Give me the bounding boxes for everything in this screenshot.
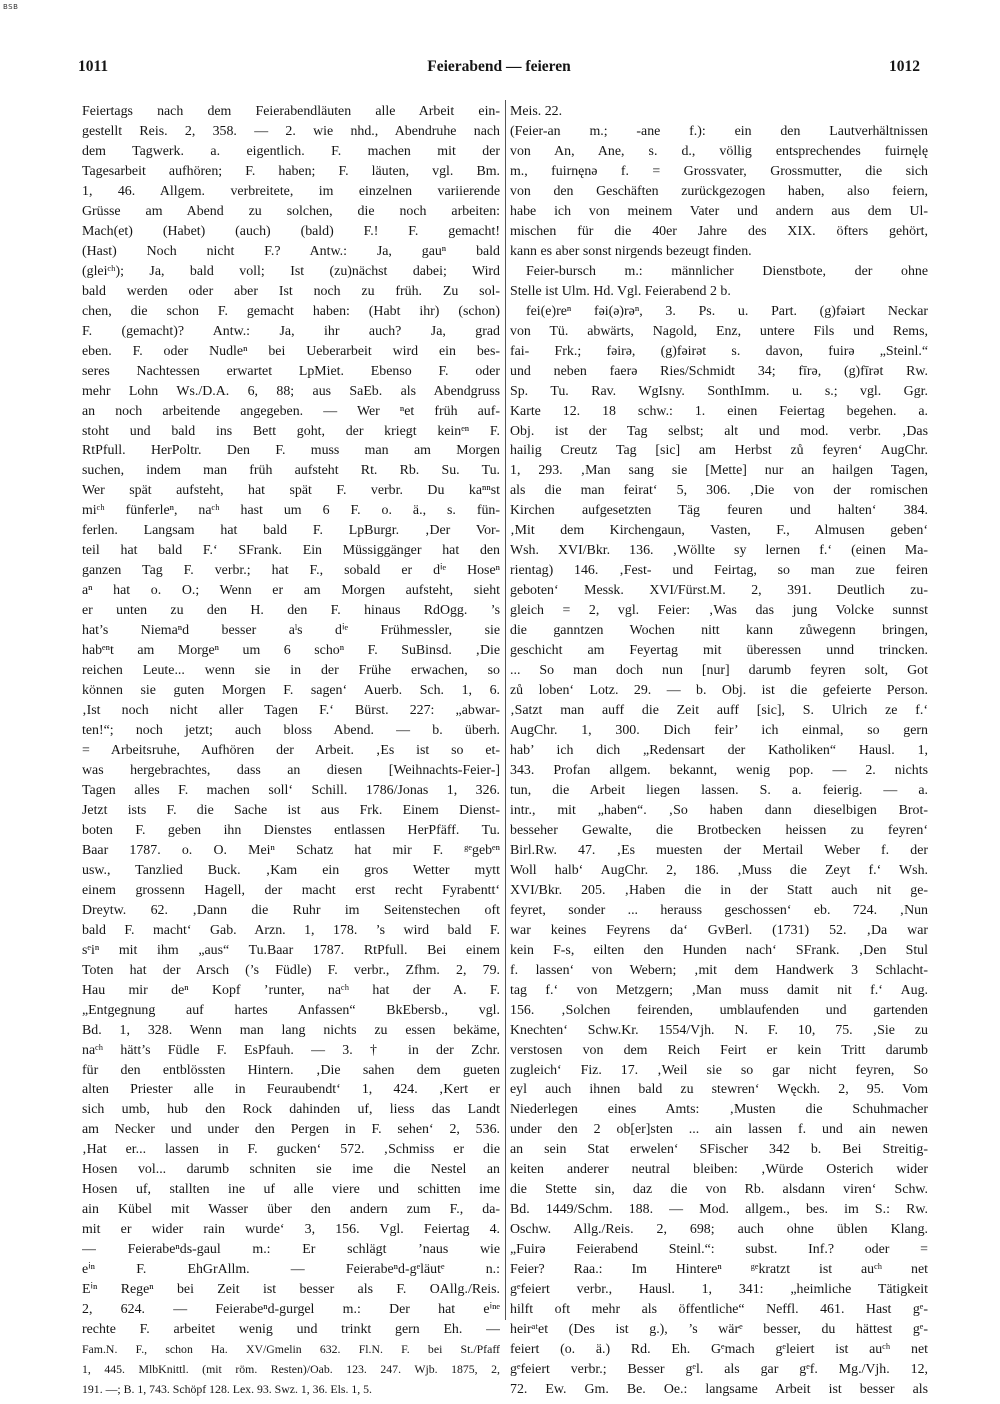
text-line: gᵉfeiert verbr., Hausl. 1, 341: „heimliche Tätigkeit: [510, 1282, 928, 1298]
text-line: alten Priester alle in Feuraubendt‘ 1, 424. ‚Kert er: [82, 1082, 500, 1098]
text-line: mischen für die 40er Jahre des XIX. öfters gehört,: [510, 223, 928, 239]
text-line: Niederlegen eines Amts: ‚Musten die Schuhmacher: [510, 1102, 928, 1118]
text-line: fai- Frk.; fəirə, (g)fəirət s. davon, fuirə „Steinl.“: [510, 343, 928, 359]
text-line: (Feier-an m.; -ane f.): ein den Lautverhältnissen: [510, 123, 928, 139]
text-line: eⁱⁿ F. EhGrAllm. — Feierabeⁿd-gᵉläutᵉ n.:: [82, 1262, 500, 1278]
text-line: ‚Ist noch nicht aller Tagen F.‘ Bürst. 227: „abwar-: [82, 703, 500, 719]
text-line: intr., mit „haben“. ‚So haben dann dieselbigen Brot-: [510, 802, 928, 818]
text-line: f. lassen‘ von Webern; ‚mit dem Handwerk 3 Schlacht-: [510, 962, 928, 978]
text-line: rechte F. arbeitet wenig und trinkt gern Eh. —: [82, 1322, 500, 1338]
page-number-left: 1011: [78, 58, 109, 75]
text-line: einem grossenn Hagell, der macht erst recht Fyrabentt‘: [82, 882, 500, 898]
text-line: stoht und bald ins Bett goht, der kriegt keinᵉⁿ F.: [82, 423, 500, 439]
text-line: mehr Lohn Ws./D.A. 6, 88; aus SaEb. als Abendgruss: [82, 383, 500, 399]
running-head: Feierabend — feieren: [427, 58, 571, 75]
text-line: 72. Ew. Gm. Be. Oe.: langsame Arbeit ist besser als: [510, 1382, 928, 1397]
text-line: AugChr. 1, 300. Dich feir’ ich einmal, so gern: [510, 723, 928, 739]
text-line: habe ich von meinem Vater und andern aus dem Ul-: [510, 203, 928, 219]
text-line: (Hast) Noch nicht F.? Antw.: Ja, gauⁿ bald: [82, 243, 500, 259]
text-line: besseher Gewalte, die Brotbecken heissen zu feyren‘: [510, 822, 928, 838]
text-line: Birl.Rw. 47. ‚Es muesten der Mertail Weber f. der: [510, 842, 928, 858]
text-line: hilft oft mehr als öffentliche“ Neffl. 461. Hast gᵉ-: [510, 1302, 928, 1318]
text-line: sᵉiⁿ mit ihm „aus“ Tu.Baar 1787. RtPfull. Bei einem: [82, 942, 500, 958]
text-line: heirᵃᵗet (Des ist g.), ’s wärᵉ besser, du hättest gᵉ-: [510, 1322, 928, 1338]
text-line: fei(e)reⁿ fəi(ə)rəⁿ, 3. Ps. u. Part. (g)fəiərt Neckar: [526, 303, 928, 319]
text-line: usw., Tanzlied Buck. ‚Kam ein gros Wetter mytt: [82, 862, 500, 878]
text-line: RtPfull. HerPoltr. Den F. muss man am Morgen: [82, 443, 500, 459]
text-line: Woll halb‘ AugChr. 2, 186. ‚Muss die Zeyt f.‘ Wsh.: [510, 862, 928, 878]
text-line: under den 2 ob[er]sten ... ain lassen f. und ain newen: [510, 1122, 928, 1138]
text-line: tun, die Arbeit liegen lassen. S. a. feierig. — a.: [510, 782, 928, 798]
text-line: chen, die schon F. gemacht haben: (Habt ihr) (schon): [82, 303, 500, 319]
text-line: für den entblössten Hintern. ‚Die sahen dem gueten: [82, 1062, 500, 1078]
text-line: Stelle ist Ulm. Hd. Vgl. Feierabend 2 b.: [510, 283, 731, 299]
text-line: feyret, sonder ... herauss geschossen‘ eb. 724. ‚Nun: [510, 902, 928, 918]
text-line: kann es aber sonst nirgends bezeugt finden.: [510, 243, 752, 259]
text-line: teil hat bald F.‘ SFrank. Ein Müssiggänger hat den: [82, 543, 500, 559]
text-line: geboten‘ Messk. XVI/Fürst.M. 2, 391. Deutlich zu-: [510, 583, 928, 599]
text-line: Tagesarbeit aufhören; F. haben; F. läuten, vgl. Bm.: [82, 163, 500, 179]
text-line: Toten hat der Arsch (’s Füdle) F. verbr., Zfhm. 2, 79.: [82, 962, 500, 978]
page-number-right: 1012: [889, 58, 920, 75]
text-line: Sp. Tu. Rav. WgIsny. SonthImm. u. s.; vgl. Ggr.: [510, 383, 928, 399]
text-line: von Tü. abwärts, Nagold, Enz, untere Fils und Rems,: [510, 323, 928, 339]
text-line: Wer spät aufsteht, hat spät F. verbr. Du kaⁿⁿst: [82, 483, 500, 499]
text-line: Fam.N. F., schon Ha. XV/Gmelin 632. Fl.N. F. bei St./Pfaff: [82, 1342, 500, 1357]
text-line: feiert (o. ä.) Rd. Eh. Gᵉmach gᵉleiert ist auᶜʰ net: [510, 1342, 928, 1358]
text-line: 156. ‚Solchen feirenden, umblaufenden und gartenden: [510, 1002, 928, 1018]
text-line: tag f.‘ von Metzgern; ‚Man muss damit nit f.‘ Aug.: [510, 982, 928, 998]
text-line: boten F. geben ihn Dienstes entlassen HerPfäff. Tu.: [82, 822, 500, 838]
text-line: rientag) 146. ‚Fest- und Feirtag, so man zue feiren: [510, 563, 928, 579]
text-line: bald F. macht‘ Gab. Arzn. 1, 178. ’s wird bald F.: [82, 922, 500, 938]
text-line: miᶜʰ fünferleⁿ, naᶜʰ hast um 6 F. o. ä., s. fün-: [82, 503, 500, 519]
text-line: kein F-s, eilten den Hunden nach‘ SFrank. ‚Den Stul: [510, 942, 928, 958]
text-line: 2, 624. — Feierabeⁿd-gurgel m.: Der hat eⁱⁿᵉ: [82, 1302, 500, 1318]
text-line: zugleich‘ Fiz. 17. ‚Weil sie so gar nicht feyren, So: [510, 1062, 928, 1078]
text-line: Tagen alles F. machen soll‘ Schill. 1786/Jonas 1, 326.: [82, 782, 500, 798]
text-line: hat’s Niemaⁿd besser aˡs dⁱᵉ Frühmessler, sie: [82, 623, 500, 639]
text-line: naᶜʰ hätt’s Füdle F. EsPfauh. — 3. † in der Zchr.: [82, 1042, 500, 1058]
text-line: gleich = 2, vgl. Feier: ‚Was das jung Volcke sunnst: [510, 603, 928, 619]
text-line: Hosen uf, stallten ine uf alle viere und schitten ime: [82, 1182, 500, 1198]
text-line: Kirchen aufgesetzten Täg feuren und halten‘ 384.: [510, 503, 928, 519]
text-line: zů loben‘ Lotz. 29. — b. Obj. ist die gefeierte Person.: [510, 683, 928, 699]
text-line: 1, 293. ‚Man sang sie [Mette] nur an hailgen Tagen,: [510, 463, 928, 479]
text-line: F. (gemacht)? Antw.: Ja, ihr auch? Ja, grad: [82, 323, 500, 339]
text-line: Hau mir deⁿ Kopf ’runter, naᶜʰ hat der A. F.: [82, 982, 500, 998]
left-column: [82, 102, 500, 1400]
text-line: als die man feirat‘ 5, 306. ‚Die von der romischen: [510, 483, 928, 499]
text-line: suchen, indem man früh aufsteht Rt. Rb. Su. Tu.: [82, 463, 500, 479]
text-line: 1, 445. MlbKnittl. (mit röm. Resten)/Oab. 123. 247. Wjb. 1875, 2,: [82, 1362, 500, 1377]
text-line: ‚Satzt man auff die Zeit auff [sic], S. Ulrich ze f.‘: [510, 703, 928, 719]
text-line: verstosen von dem Reich Feirt er kein Tritt darumb: [510, 1042, 928, 1058]
text-line: von den Geschäften zurückgezogen haben, also feiern,: [510, 183, 928, 199]
text-line: hailig Creutz Tag [sic] am Herbst zů feyren‘ AugChr.: [510, 443, 928, 459]
text-line: Grüsse am Abend zu solchen, die noch arbeiten:: [82, 203, 500, 219]
column-divider: [505, 100, 506, 1320]
text-line: — Feierabeⁿds-gaul m.: Er schlägt ’naus wie: [82, 1242, 500, 1258]
text-line: bald werden oder aber Ist noch zu früh. Zu sol-: [82, 283, 500, 299]
text-line: sich umb, hub den Rock dahinden uf, liess das Landt: [82, 1102, 500, 1118]
text-line: Eⁱⁿ Regeⁿ bei Zeit ist besser als F. OAllg./Reis.: [82, 1282, 500, 1298]
text-line: reichen Leute... wenn sie in der Frühe erwachen, so: [82, 663, 500, 679]
text-line: m., fuirnęnə f. = Grossvater, Grossmutter, die sich: [510, 163, 928, 179]
text-line: XVI/Bkr. 205. ‚Haben die in der Statt auch nit ge-: [510, 882, 928, 898]
text-line: Meis. 22.: [510, 104, 563, 119]
text-line: ‚Mit dem Kirchengaun, Vasten, F., Almusen geben‘: [510, 523, 928, 539]
text-line: = Arbeitsruhe, Aufhören der Arbeit. ‚Es ist so et-: [82, 743, 500, 758]
text-line: ganzen Tag F. verbr.; hat F., sobald er dⁱᵉ Hoseⁿ: [82, 563, 500, 579]
text-line: 343. Profan allgem. bekannt, wenig pop. — 2. nichts: [510, 762, 928, 778]
text-line: (gleiᶜʰ); Ja, bald voll; Ist (zu)nächst dabei; Wird: [82, 263, 500, 279]
text-line: Knechten‘ Schw.Kr. 1554/Vjh. N. F. 10, 75. ‚Sie zu: [510, 1022, 928, 1038]
library-stamp: BSB: [3, 3, 19, 11]
text-line: Hosen vol... darumb schniten sie ime die Nestel an: [82, 1162, 500, 1178]
text-line: Dreytw. 62. ‚Dann die Ruhr im Seitenstechen oft: [82, 902, 500, 918]
text-line: ... So man doch nun [nur] darumb feyren solt, Got: [510, 663, 928, 679]
text-line: was hergebrachtes, dass an diesen [Weihnachts-Feier-]: [82, 762, 500, 778]
text-line: am Necker und under den Pergen in F. sehen‘ 2, 536.: [82, 1122, 500, 1138]
text-line: Obj. ist der Tag selbst; alt und mod. verbr. ‚Das: [510, 423, 928, 439]
page-header: [78, 58, 920, 80]
text-line: seres Nachtessen erwartet LpMiet. Ebenso F. oder: [82, 363, 500, 379]
text-line: und neben faerə Ries/Schmidt 34; fīrə, (g)fīrət Rw.: [510, 363, 928, 379]
text-line: Bd. 1, 328. Wenn man lang nichts zu essen bekäme,: [82, 1022, 500, 1038]
text-line: Mach(et) (Habet) (auch) (bald) F.! F. gemacht!: [82, 223, 500, 239]
text-line: ten!“; noch jetzt; auch bloss Abend. — b. überh.: [82, 723, 500, 739]
text-line: gestellt Reis. 2, 358. — 2. wie nhd., Abendruhe nach: [82, 123, 500, 139]
text-line: Karte 12. 18 schw.: 1. einen Feiertag begehen. a.: [510, 403, 928, 419]
text-line: „Fuirə Feierabend Steinl.“: subst. Inf.? oder =: [510, 1242, 928, 1258]
text-line: habᵉⁿt am Morgeⁿ um 6 schoⁿ F. SuBinsd. ‚Die: [82, 643, 500, 659]
text-line: Feier-bursch m.: männlicher Dienstbote, der ohne: [526, 263, 928, 279]
text-line: die ganntzen Wochen nitt kann zůwegenn bringen,: [510, 623, 928, 639]
text-line: hab’ ich dich „Redensart der Katholiken“ Hausl. 1,: [510, 743, 928, 758]
text-line: 1, 46. Allgem. verbreitete, im einzelnen variierende: [82, 183, 500, 199]
right-column: [510, 102, 928, 1400]
text-line: ain Kübel mit Wasser über den andern zum F., da-: [82, 1202, 500, 1218]
text-line: Baar 1787. o. O. Meiⁿ Schatz hat mir F. ᵍᵉgebᵉⁿ: [82, 842, 500, 858]
text-line: gᵉfeiert verbr.; Besser gᵉl. als gar gᵉf. Mg./Vjh. 12,: [510, 1362, 928, 1378]
text-line: er unten zu den H. den F. hinaus RdOgg. ’s: [82, 603, 500, 619]
text-line: mit er wider rain wurde‘ 3, 156. Vgl. Feiertag 4.: [82, 1222, 500, 1238]
text-line: von An, Ane, s. d., völlig entsprechendes fuirnęlę: [510, 143, 928, 159]
text-line: ferlen. Langsam hat bald F. LpBurgr. ‚Der Vor-: [82, 523, 500, 539]
text-line: 191. —; B. 1, 743. Schöpf 128. Lex. 93. Swz. 1, 36. Els. 1, 5.: [82, 1382, 372, 1396]
text-line: keiten anderer neutral bleiben: ‚Würde Osterich wider: [510, 1162, 928, 1178]
text-line: dem Tagwerk. a. eigentlich. F. machen mit der: [82, 143, 500, 159]
text-line: war keines Feyrens da‘ GvBerl. (1731) 52. ‚Da war: [510, 922, 928, 938]
text-line: Jetzt ists F. die Sache ist aus Frk. Einem Dienst-: [82, 802, 500, 818]
text-line: die Stette sin, daz die von Rb. alsdann viren‘ Schw.: [510, 1182, 928, 1198]
text-line: Feiertags nach dem Feierabendläuten alle Arbeit ein-: [82, 104, 500, 119]
text-line: eben. F. oder Nudleⁿ bei Ueberarbeit wird ein bes-: [82, 343, 500, 359]
text-line: können sie guten Morgen F. sagen‘ Auerb. Sch. 1, 6.: [82, 683, 500, 699]
text-line: Wsh. XVI/Bkr. 136. ‚Wöllte sy lernen f.‘ (einen Ma-: [510, 543, 928, 559]
text-line: geschicht am Feyertag mit überessen unnd trincken.: [510, 643, 928, 659]
text-line: „Entgegnung auf hartes Anfassen“ BkEbersb., vgl.: [82, 1002, 500, 1018]
text-line: Feier? Raa.: Im Hintereⁿ ᵍᵉkratzt ist auᶜʰ net: [510, 1262, 928, 1278]
text-line: aⁿ hat o. O.; Wenn er am Morgen aufsteht, sieht: [82, 583, 500, 599]
text-line: eyl auch ihnen bald zu stewren‘ Węckh. 2, 95. Vom: [510, 1082, 928, 1098]
text-line: an sein Stat erwelen‘ SFischer 342 b. Bei Streitig-: [510, 1142, 928, 1158]
text-line: Bd. 1449/Schm. 188. — Mod. allgem., bes. im S.: Rw.: [510, 1202, 928, 1218]
text-line: ‚Hat er... lassen in F. gucken‘ 572. ‚Schmiss er die: [82, 1142, 500, 1158]
text-line: Oschw. Allg./Reis. 2, 698; auch ohne üblen Klang.: [510, 1222, 928, 1238]
text-line: an noch arbeitende angegeben. — Wer ⁿet früh auf-: [82, 403, 500, 419]
